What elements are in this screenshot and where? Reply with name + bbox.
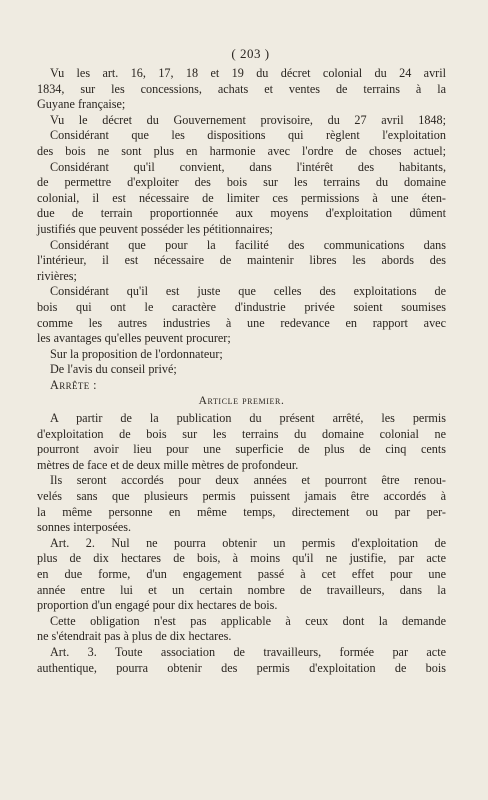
- text-line: Considérant qu'il convient, dans l'intérêt des habitants,: [50, 159, 446, 174]
- text-line: Vu le décret du Gouvernement provisoire, du 27 avril 1848;: [50, 112, 446, 127]
- text-line: pourront avoir lieu pour une superficie de plus de cinq cents: [37, 442, 446, 457]
- text-line: colonial, il est nécessaire de limiter ces permissions à une éten-: [37, 190, 446, 205]
- text-line: comme les autres industries à une redevance en rapport avec: [37, 315, 446, 330]
- text-line: justifiés que peuvent posséder les pétitionnaires;: [37, 221, 273, 236]
- text-line: authentique, pourra obtenir des permis d'exploitation de bois: [37, 660, 446, 675]
- text-line: bois qui ont le caractère d'industrie privée soient soumises: [37, 299, 446, 314]
- article-heading: Article premier.: [198, 395, 285, 408]
- arrete-heading: Arrête :: [50, 377, 97, 392]
- text-line: mètres de face et de deux mille mètres de profondeur.: [37, 457, 299, 472]
- text-line: les avantages qu'elles peuvent procurer;: [37, 331, 231, 346]
- text-line: Considérant que les dispositions qui règlent l'exploitation: [50, 128, 446, 143]
- text-line: année entre lui et un certain nombre de travailleurs, dans la: [37, 582, 446, 597]
- text-line: A partir de la publication du présent arrêté, les permis: [50, 411, 446, 426]
- text-line: Considérant que pour la facilité des communications dans: [50, 237, 446, 252]
- text-line: Sur la proposition de l'ordonnateur;: [50, 346, 223, 361]
- text-line: Art. 2. Nul ne pourra obtenir un permis d'exploitation de: [50, 535, 446, 550]
- text-line: en due forme, d'un engagement passé à cet effet pour une: [37, 567, 446, 581]
- text-line: Guyane française;: [37, 97, 126, 112]
- text-line: la même personne en même temps, directement ou par per-: [37, 504, 446, 519]
- text-line: d'exploitation de bois sur les terrains du domaine colonial ne: [37, 426, 446, 441]
- text-line: Ils seront accordés pour deux années et pourront être renou-: [50, 473, 446, 488]
- text-line: velés sans que plusieurs permis puissent jamais être accordés à: [37, 489, 446, 504]
- text-line: plus de dix hectares de bois, à moins qu'il ne justifie, par acte: [37, 551, 446, 566]
- text-line: proportion d'un engagé pour dix hectares de bois.: [37, 598, 278, 613]
- text-line: de permettre d'exploiter des bois sur les terrains du domaine: [37, 175, 446, 190]
- text-line: des bois ne sont plus en harmonie avec l'ordre de choses actuel;: [37, 143, 446, 158]
- text-line: Vu les art. 16, 17, 18 et 19 du décret colonial du 24 avril: [50, 66, 446, 80]
- text-line: Cette obligation n'est pas applicable à ceux dont la demande: [50, 613, 446, 628]
- text-line: ne s'étendrait pas à plus de dix hectares.: [37, 629, 232, 644]
- text-line: 1834, sur les concessions, achats et ventes de terrains à la: [37, 81, 446, 96]
- text-line: Art. 3. Toute association de travailleurs, formée par acte: [50, 644, 446, 659]
- text-line: De l'avis du conseil privé;: [50, 362, 177, 377]
- text-line: l'intérieur, il est nécessaire de maintenir libres les abords des: [37, 253, 446, 268]
- text-line: sonnes interposées.: [37, 520, 132, 535]
- text-line: rivières;: [37, 268, 77, 283]
- page-number: ( 203 ): [231, 46, 270, 61]
- text-line: Considérant qu'il est juste que celles des exploitations de: [50, 284, 446, 299]
- text-line: due de terrain proportionnée aux moyens d'exploitation dûment: [37, 206, 446, 221]
